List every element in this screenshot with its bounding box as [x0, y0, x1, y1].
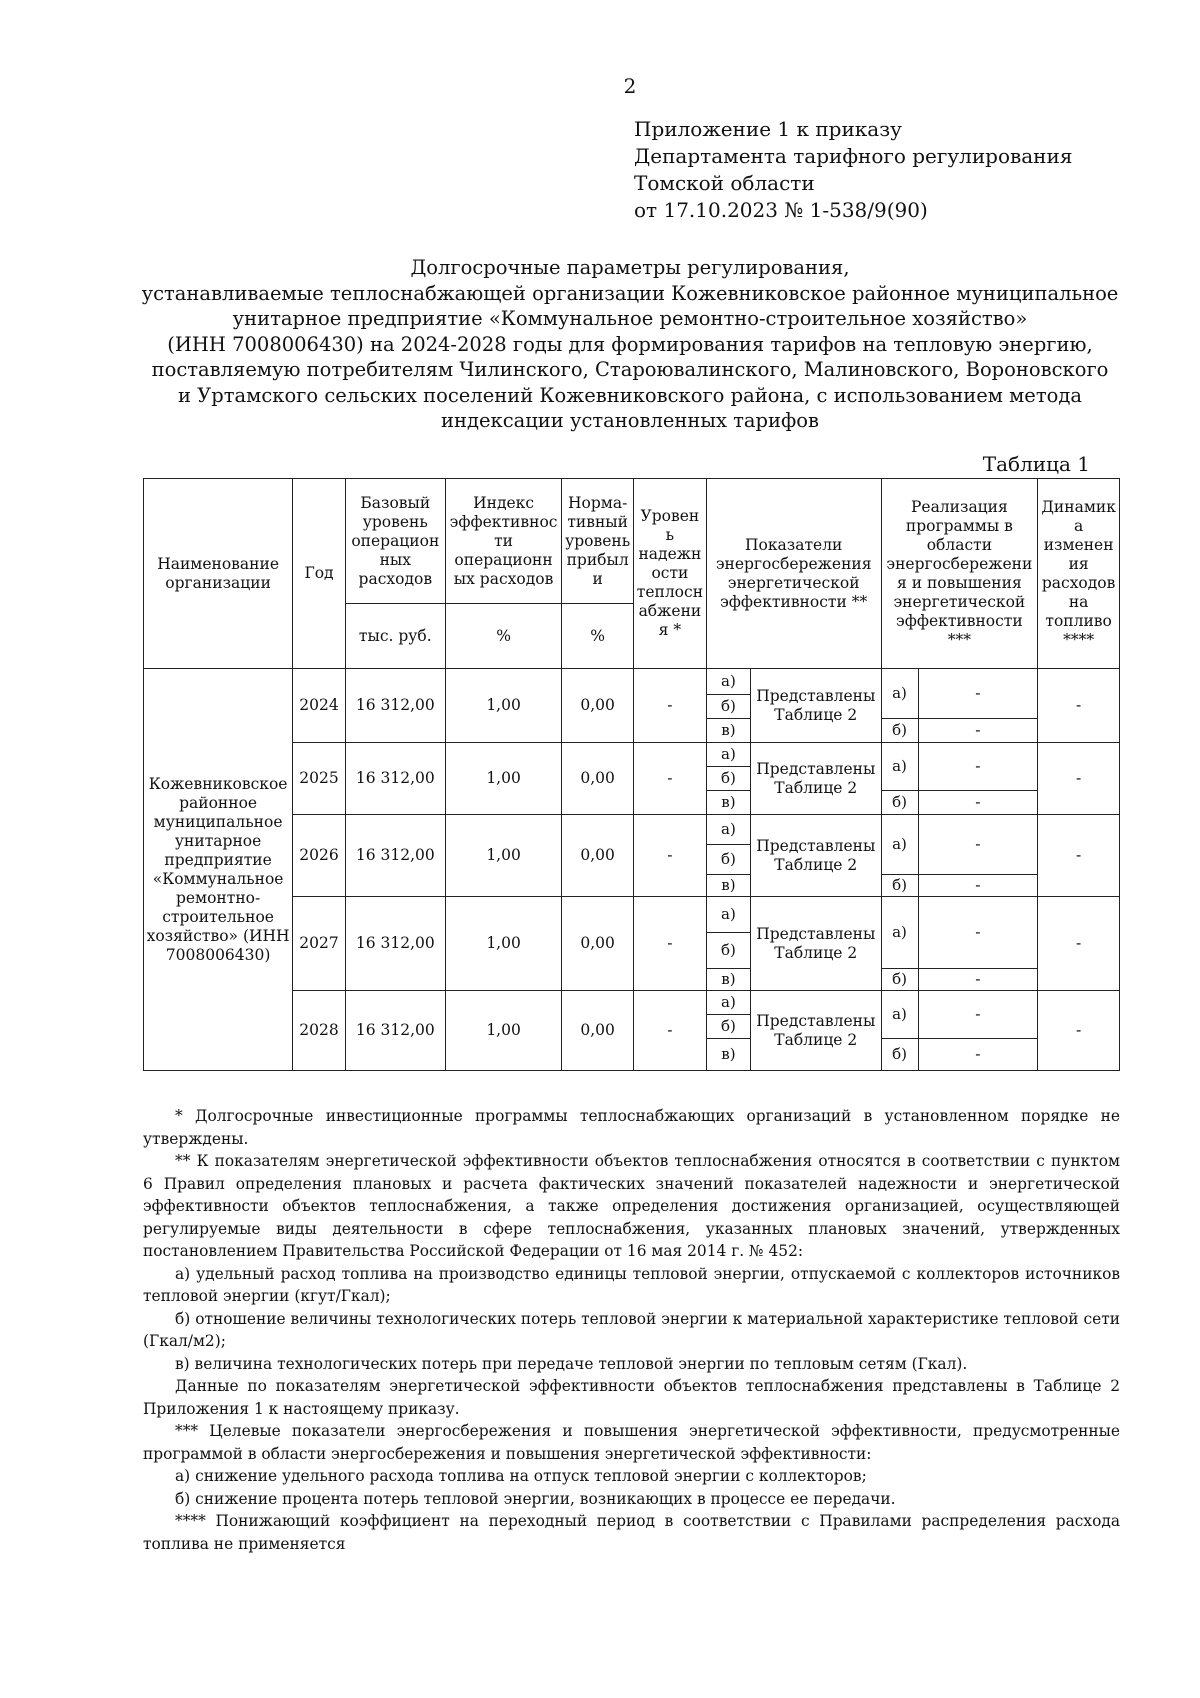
row-fuel: -: [1038, 991, 1120, 1071]
footnote: Данные по показателям энергетической эффективности объектов теплоснабжения представлены в Таблице 2 Приложения 1 к настоящему приказу.: [143, 1377, 1120, 1418]
row-profit: 0,00: [562, 743, 634, 815]
row-base: 16 312,00: [345, 743, 445, 815]
program-sub-b: б): [881, 875, 918, 897]
row-program-a: -: [918, 815, 1038, 875]
row-year: 2027: [293, 897, 346, 991]
header-program: Реализация программы в области энергосбережени я и повышения энергетической эффективности ***: [881, 479, 1038, 669]
row-program-a: -: [918, 991, 1038, 1039]
energy-sub-b: б): [706, 1015, 750, 1039]
row-fuel: -: [1038, 743, 1120, 815]
title-line: Долгосрочные параметры регулирования,: [410, 256, 850, 279]
energy-sub-a: а): [706, 897, 750, 933]
row-index: 1,00: [445, 815, 562, 897]
energy-sub-b: б): [706, 767, 750, 791]
row-reliability: -: [633, 815, 706, 897]
program-sub-a: а): [881, 815, 918, 875]
row-index: 1,00: [445, 991, 562, 1071]
energy-sub-v: в): [706, 969, 750, 991]
appendix-header: [634, 116, 1072, 224]
energy-sub-v: в): [706, 875, 750, 897]
org-name-cell: Кожевниковское районное муниципальное унитарное предприятие «Коммунальное ремонтно-строительное хозяйство» (ИНН 7008006430): [144, 669, 293, 1071]
row-profit: 0,00: [562, 897, 634, 991]
row-index: 1,00: [445, 743, 562, 815]
footnote: **** Понижающий коэффициент на переходный период в соответствии с Правилами распределения расхода топлива не применяется: [143, 1512, 1120, 1553]
energy-sub-v: в): [706, 1039, 750, 1071]
row-profit: 0,00: [562, 669, 634, 743]
header-reliability: Уровен ь надежн ости теплосн абжени я *: [633, 479, 706, 669]
row-energy: Представлены Таблице 2: [751, 991, 881, 1071]
row-program-b: -: [918, 875, 1038, 897]
appendix-line: Томской области: [634, 171, 815, 195]
appendix-line: от 17.10.2023 № 1-538/9(90): [634, 198, 928, 222]
footnote: б) отношение величины технологических потерь тепловой энергии к материальной характеристике тепловой сети (Гкал/м2);: [143, 1309, 1120, 1350]
row-energy: Представлены Таблице 2: [751, 743, 881, 815]
footnote: * Долгосрочные инвестиционные программы теплоснабжающих организаций в установленном порядке не утверждены.: [143, 1107, 1120, 1148]
footnote: в) величина технологических потерь при передаче тепловой энергии по тепловым сетям (Гкал).: [175, 1354, 968, 1373]
header-profit-unit: %: [562, 604, 634, 669]
row-year: 2025: [293, 743, 346, 815]
program-sub-a: а): [881, 991, 918, 1039]
document-title: [140, 255, 1120, 434]
footnote: ** К показателям энергетической эффективности объектов теплоснабжения относятся в соответствии с пунктом 6 Правил определения плановых и расчета фактических значений показателей надежности и энергетической эффективности объектов теплоснабжения, а также определения достижения организацией, осуществляющей регулируемые виды деятельности в сфере теплоснабжения, указанных плановых значений, утвержденных постановлением Правительства Российской Федерации от 16 мая 2014 г. № 452:: [143, 1152, 1120, 1260]
row-program-a: -: [918, 669, 1038, 719]
footnote: б) снижение процента потерь тепловой энергии, возникающих в процессе ее передачи.: [175, 1489, 896, 1508]
parameters-table: [143, 478, 1120, 1071]
row-program-b: -: [918, 1039, 1038, 1071]
footnotes: [143, 1105, 1120, 1555]
title-line: индексации установленных тарифов: [440, 409, 820, 432]
row-index: 1,00: [445, 669, 562, 743]
row-reliability: -: [633, 743, 706, 815]
energy-sub-a: а): [706, 815, 750, 845]
header-fuel: Динамик а изменен ия расходов на топливо ****: [1038, 479, 1120, 669]
program-sub-b: б): [881, 1039, 918, 1071]
title-line: поставляемую потребителям Чилинского, Староювалинского, Малиновского, Вороновского: [151, 358, 1109, 381]
header-index-unit: %: [445, 604, 562, 669]
row-reliability: -: [633, 991, 706, 1071]
row-program-a: -: [918, 897, 1038, 969]
row-program-a: -: [918, 743, 1038, 791]
header-energy: Показатели энергосбережения энергетической эффективности **: [706, 479, 881, 669]
footnote: *** Целевые показатели энергосбережения и повышения энергетической эффективности, предусмотренные программой в области энергосбережения и повышения энергетической эффективности:: [143, 1422, 1120, 1463]
energy-sub-a: а): [706, 743, 750, 767]
program-sub-b: б): [881, 719, 918, 743]
table-label: Таблица 1: [982, 452, 1090, 476]
row-year: 2028: [293, 991, 346, 1071]
row-year: 2026: [293, 815, 346, 897]
title-line: (ИНН 7008006430) на 2024-2028 годы для формирования тарифов на тепловую энергию,: [167, 332, 1093, 356]
row-program-b: -: [918, 791, 1038, 815]
energy-sub-v: в): [706, 719, 750, 743]
row-program-b: -: [918, 969, 1038, 991]
program-sub-b: б): [881, 969, 918, 991]
page-number: 2: [623, 74, 637, 98]
energy-sub-b: б): [706, 933, 750, 969]
energy-sub-a: а): [706, 991, 750, 1015]
row-reliability: -: [633, 669, 706, 743]
header-profit: Норма-тивный уровень прибыл и: [562, 479, 634, 604]
header-org: Наименование организации: [144, 479, 293, 669]
header-base-unit: тыс. руб.: [345, 604, 445, 669]
title-line: устанавливаемые теплоснабжающей организации Кожевниковское районное муниципальное: [141, 281, 1119, 305]
program-sub-a: а): [881, 743, 918, 791]
row-base: 16 312,00: [345, 897, 445, 991]
program-sub-b: б): [881, 791, 918, 815]
appendix-line: Департамента тарифного регулирования: [634, 144, 1073, 168]
footnote: а) удельный расход топлива на производство единицы тепловой энергии, отпускаемой с коллекторов источников тепловой энергии (кгут/Гкал);: [143, 1264, 1120, 1305]
row-fuel: -: [1038, 815, 1120, 897]
row-program-b: -: [918, 719, 1038, 743]
energy-sub-b: б): [706, 845, 750, 875]
energy-sub-b: б): [706, 695, 750, 719]
row-reliability: -: [633, 897, 706, 991]
title-line: и Уртамского сельских поселений Кожевниковского района, с использованием метода: [177, 383, 1083, 407]
program-sub-a: а): [881, 897, 918, 969]
energy-sub-a: а): [706, 669, 750, 695]
header-base: Базовый уровень операцион ных расходов: [345, 479, 445, 604]
row-profit: 0,00: [562, 815, 634, 897]
row-energy: Представлены Таблице 2: [751, 669, 881, 743]
row-fuel: -: [1038, 897, 1120, 991]
row-year: 2024: [293, 669, 346, 743]
row-energy: Представлены Таблице 2: [751, 815, 881, 897]
title-line: унитарное предприятие «Коммунальное ремонтно-строительное хозяйство»: [232, 307, 1028, 330]
program-sub-a: а): [881, 669, 918, 719]
appendix-line: Приложение 1 к приказу: [634, 117, 902, 141]
row-fuel: -: [1038, 669, 1120, 743]
header-year: Год: [293, 479, 346, 669]
energy-sub-v: в): [706, 791, 750, 815]
row-energy: Представлены Таблице 2: [751, 897, 881, 991]
row-base: 16 312,00: [345, 815, 445, 897]
row-profit: 0,00: [562, 991, 634, 1071]
row-base: 16 312,00: [345, 991, 445, 1071]
row-base: 16 312,00: [345, 669, 445, 743]
header-index: Индекс эффективнос ти операционн ых расходов: [445, 479, 562, 604]
footnote: а) снижение удельного расхода топлива на отпуск тепловой энергии с коллекторов;: [175, 1467, 867, 1485]
row-index: 1,00: [445, 897, 562, 991]
